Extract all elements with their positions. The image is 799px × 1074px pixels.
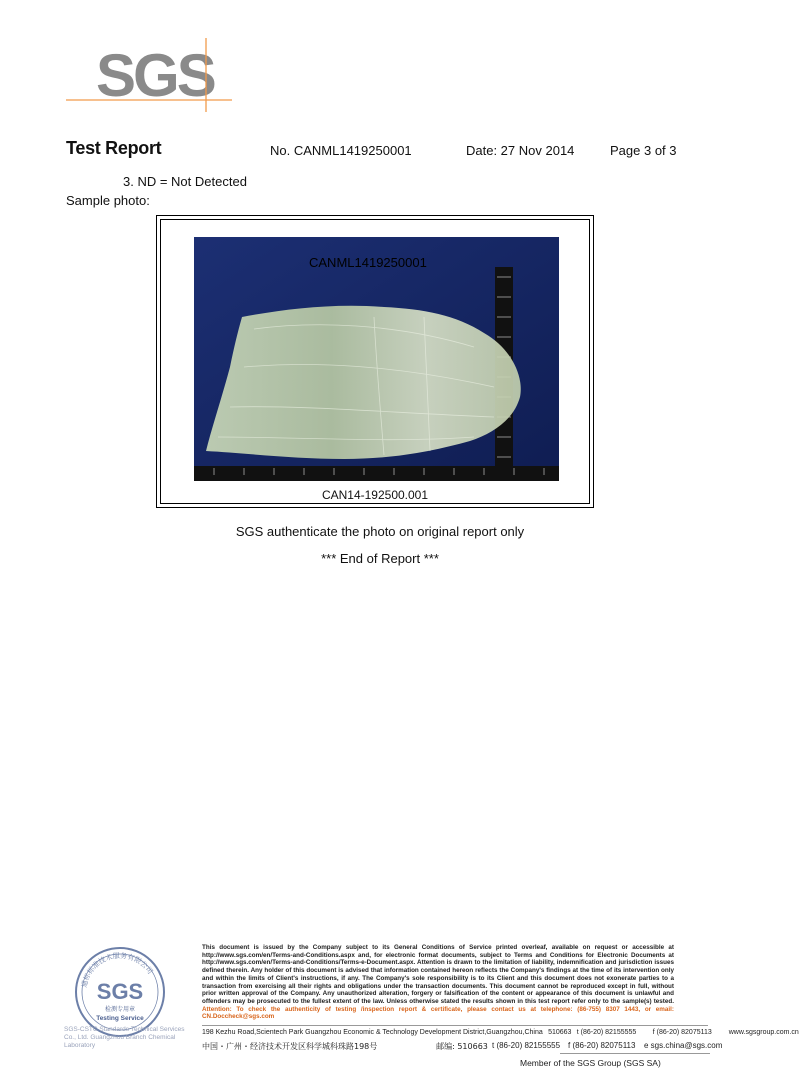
seal-cn: 检测专用章 [104,1006,136,1013]
sample-photo-label: Sample photo: [66,193,150,208]
telephone: t (86-20) 82155555 [576,1029,637,1036]
disclaimer-text: This document is issued by the Company subject to its General Conditions of Service printed overleaf, available on request or accessible at http://www.sgs.com/en/Terms-and-Conditions.aspx and, for electronic format documents, subject to Terms and Conditions for Electronic Documents at http://www.sgs.com/en/Terms-and-Conditions/Terms-e-Document.aspx. Attention is drawn to the limitation of liability, indemnification and jurisdiction issues defined therein. Any holder of this document is advised that information contained hereon reflects the Company's findings at the time of its intervention only and within the limits of Client's instructions, if any. The Company's sole responsibility is to its Client and this document does not exonerate parties to a transaction from exercising all their rights and obligations under the transaction documents. This document cannot be reproduced except in full, without prior written approval of the Company. Any unauthorized alteration, forgery or falsification of the content or appearance of this document is unlawful and offenders may be prosecuted to the fullest extent of the law. Unless otherwise stated the results shown in this test report refer only to the sample(s) tested. [202,944,674,1005]
telephone-cn-row: t (86-20) 82155555 [492,1041,561,1050]
seal-brand: SGS [96,979,144,1004]
seal-en: Testing Service [96,1015,144,1022]
fax-cn-row: f (86-20) 82075113 [568,1041,636,1050]
report-number: No. CANML1419250001 [270,143,412,158]
sgs-logo [64,34,232,114]
address-row-cn [202,1041,723,1052]
testing-service-seal [64,944,194,1054]
fax: f (86-20) 82075113 [652,1029,712,1036]
seal-top-text: 通标标准技术服务有限公司 [80,951,155,989]
postcode-cn: 邮编: 510663 [436,1042,488,1051]
report-date: Date: 27 Nov 2014 [466,143,575,158]
member-text: Member of the SGS Group (SGS SA) [520,1058,661,1068]
footer-disclaimer [202,944,674,1021]
photo-id-text: CANML1419250001 [309,255,427,270]
photo-frame [156,215,594,508]
attention-text: Attention: To check the authenticity of testing /inspection report & certificate, please contact us at telephone: (86-755) 8307 1443, or email: CN.Doccheck@sgs.com [202,1005,674,1021]
nd-note: 3. ND = Not Detected [123,174,247,189]
seal-lab: SGS-CSTC Standards Technical Services Co., Ltd. Guangzhou Branch Chemical Laboratory [64,1026,185,1049]
sample-photo [194,237,559,481]
address-en: 198 Kezhu Road,Scientech Park Guangzhou Economic & Technology Development District,Guangzhou,China [202,1029,543,1036]
postcode-en: 510663 [548,1029,572,1036]
member-divider [560,1053,710,1054]
address-cn: 中国・广州・经济技术开发区科学城科珠路198号 [202,1042,378,1051]
website-link[interactable]: www.sgsgroup.com.cn [728,1029,799,1036]
footer-divider [202,1025,708,1026]
page-title: Test Report [66,138,162,158]
svg-text:SGS: SGS [96,42,214,109]
photo-caption: CAN14-192500.001 [321,488,429,502]
end-of-report: *** End of Report *** [321,551,439,566]
page-number: Page 3 of 3 [610,143,677,158]
address-row-en [202,1029,799,1036]
authentication-note: SGS authenticate the photo on original report only [235,524,525,539]
email-link[interactable]: e sgs.china@sgs.com [644,1041,723,1050]
